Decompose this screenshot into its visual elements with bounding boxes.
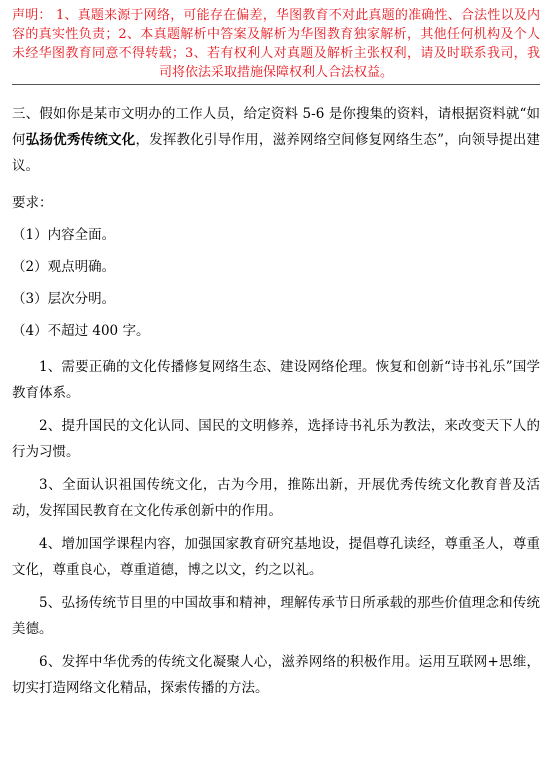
question-prefix: 三、假如你是某市文明办的工作人员，给定资料 5-6 是你搜集的资料，请根据资料就“如何: [12, 106, 540, 148]
answer-point-1: 1、需要正确的文化传播修复网络生态、建设网络伦理。恢复和创新“诗书礼乐”国学教育体系。: [12, 359, 540, 401]
disclaimer-notice: 声明： 1、真题来源于网络，可能存在偏差，华图教育不对此真题的准确性、合法性以及内容的真实性负责；2、本真题解析中答案及解析为华图教育独家解析，其他任何机构及个人未经华图教育同意不得转载；3、若有权利人对真题及解析主张权利，请及时联系我司，我司将依法采取措施保障权利人合法权益。: [12, 6, 540, 85]
requirement-item-1: （1）内容全面。: [12, 227, 116, 243]
answer-point-5: 5、弘扬传统节目里的中国故事和精神，理解传承节日所承载的那些价值理念和传统美德。: [12, 595, 540, 637]
requirement-item-2: （2）观点明确。: [12, 259, 116, 275]
requirements-heading: 要求：: [12, 195, 53, 211]
requirement-item-3: （3）层次分明。: [12, 291, 116, 307]
question-bold-phrase: 弘扬优秀传统文化: [25, 132, 136, 148]
requirement-item-4: （4）不超过 400 字。: [12, 323, 150, 339]
answer-point-4: 4、增加国学课程内容，加强国家教育研究基地设，提倡尊孔读经，尊重圣人，尊重文化，尊重良心，尊重道德，博之以文，约之以礼。: [12, 536, 540, 578]
answer-point-2: 2、提升国民的文化认同、国民的文明修养，选择诗书礼乐为教法，来改变天下人的行为习惯。: [12, 418, 540, 460]
question-suffix: ，发挥教化引导作用，滋养网络空间修复网络生态”，向领导提出建议。: [12, 132, 541, 174]
question-prompt: [12, 101, 540, 179]
answer-point-6: 6、发挥中华优秀的传统文化凝聚人心，滋养网络的积极作用。运用互联网+思维，切实打造网络文化精品，探索传播的方法。: [12, 654, 540, 696]
document-body: [12, 101, 540, 701]
answer-point-3: 3、全面认识祖国传统文化，古为今用，推陈出新，开展优秀传统文化教育普及活动，发挥国民教育在文化传承创新中的作用。: [12, 477, 540, 519]
